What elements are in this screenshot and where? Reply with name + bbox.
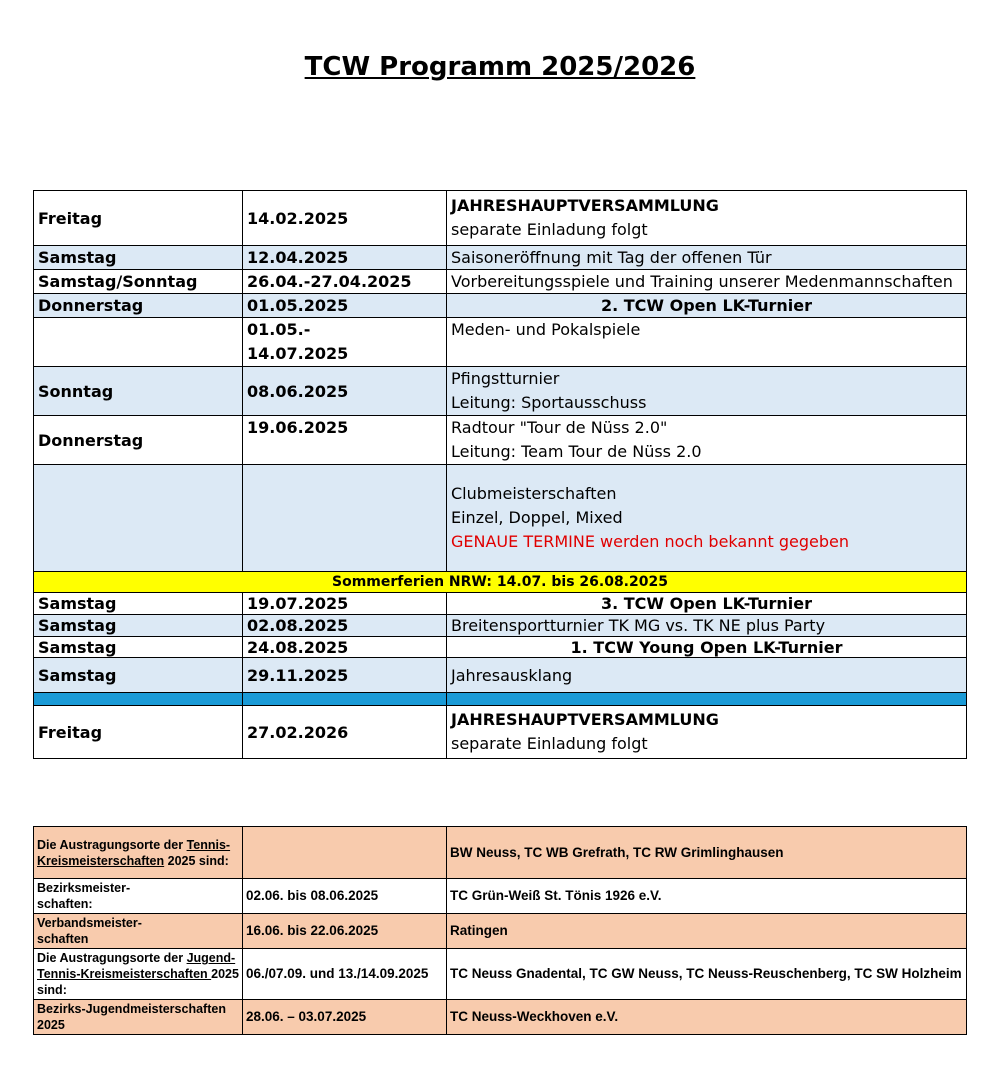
event-line: separate Einladung folgt xyxy=(451,734,648,753)
table-row xyxy=(34,246,967,270)
date-cell: 01.05.2025 xyxy=(243,294,447,318)
event-line: Leitung: Team Tour de Nüss 2.0 xyxy=(451,442,702,461)
label-link-text: Tennis-Kreismeisterschaften xyxy=(37,837,231,868)
day-cell: Freitag xyxy=(34,191,243,246)
date-cell: 19.06.2025 xyxy=(243,416,447,465)
event-cell xyxy=(447,367,967,416)
event-line: Radtour "Tour de Nüss 2.0" xyxy=(451,418,668,437)
day-cell: Sonntag xyxy=(34,367,243,416)
table-row xyxy=(34,706,967,759)
event-cell: 2. TCW Open LK-Turnier xyxy=(447,294,967,318)
label-cell xyxy=(34,1000,243,1035)
date-cell: 28.06. – 03.07.2025 xyxy=(243,1000,447,1035)
schedule-table xyxy=(33,190,967,759)
date-cell: 19.07.2025 xyxy=(243,593,447,615)
event-line: Clubmeisterschaften xyxy=(451,484,617,503)
table-row xyxy=(34,949,967,1000)
date-line: 01.05.- xyxy=(247,320,311,339)
day-cell: Samstag xyxy=(34,593,243,615)
day-cell xyxy=(34,318,243,367)
event-cell: Meden- und Pokalspiele xyxy=(447,318,967,367)
day-cell: Samstag/Sonntag xyxy=(34,270,243,294)
event-cell: Saisoneröffnung mit Tag der offenen Tür xyxy=(447,246,967,270)
date-cell: 27.02.2026 xyxy=(243,706,447,759)
place-cell: TC Neuss-Weckhoven e.V. xyxy=(447,1000,967,1035)
date-cell: 06./07.09. und 13./14.09.2025 xyxy=(243,949,447,1000)
label-cell xyxy=(34,914,243,949)
event-cell: 1. TCW Young Open LK-Turnier xyxy=(447,637,967,658)
date-cell: 02.08.2025 xyxy=(243,615,447,637)
place-cell: TC Grün-Weiß St. Tönis 1926 e.V. xyxy=(447,879,967,914)
date-line: 14.07.2025 xyxy=(247,344,349,363)
date-cell xyxy=(243,318,447,367)
date-cell: 02.06. bis 08.06.2025 xyxy=(243,879,447,914)
label-cell xyxy=(34,879,243,914)
event-cell: 3. TCW Open LK-Turnier xyxy=(447,593,967,615)
label-text: 2025 sind: xyxy=(37,967,239,997)
table-row xyxy=(34,416,967,465)
label-text: Die Austragungsorte der xyxy=(37,951,187,965)
table-row xyxy=(34,318,967,367)
event-cell xyxy=(447,706,967,759)
label-cell xyxy=(34,827,243,879)
label-line: Bezirksmeister- xyxy=(37,881,131,895)
table-row xyxy=(34,827,967,879)
date-cell: 24.08.2025 xyxy=(243,637,447,658)
label-link-text: Jugend-Tennis-Kreismeisterschaften xyxy=(37,951,236,981)
table-row xyxy=(34,270,967,294)
event-line: Einzel, Doppel, Mixed xyxy=(451,508,623,527)
event-cell xyxy=(447,191,967,246)
event-cell: Vorbereitungsspiele und Training unserer Medenmannschaften xyxy=(447,270,967,294)
table-row xyxy=(34,1000,967,1035)
date-cell: 16.06. bis 22.06.2025 xyxy=(243,914,447,949)
label-text: 2025 sind: xyxy=(164,853,229,868)
event-line: Pfingstturnier xyxy=(451,369,560,388)
event-cell xyxy=(447,465,967,572)
divider-cell xyxy=(34,693,243,706)
place-cell: TC Neuss Gnadental, TC GW Neuss, TC Neuss-Reuschenberg, TC SW Holzheim xyxy=(447,949,967,1000)
day-cell: Samstag xyxy=(34,246,243,270)
event-line: separate Einladung folgt xyxy=(451,220,648,239)
day-cell xyxy=(34,465,243,572)
event-line: GENAUE TERMINE werden noch bekannt gegeben xyxy=(451,532,849,551)
day-cell: Samstag xyxy=(34,615,243,637)
event-cell: Breitensportturnier TK MG vs. TK NE plus Party xyxy=(447,615,967,637)
date-cell: 26.04.-27.04.2025 xyxy=(243,270,447,294)
event-line: JAHRESHAUPTVERSAMMLUNG xyxy=(451,710,719,729)
day-cell: Samstag xyxy=(34,637,243,658)
label-line: schaften xyxy=(37,932,89,946)
event-cell: Jahresausklang xyxy=(447,658,967,693)
event-cell xyxy=(447,416,967,465)
day-cell: Samstag xyxy=(34,658,243,693)
label-line: schaften: xyxy=(37,897,93,911)
label-line: Verbandsmeister- xyxy=(37,916,142,930)
table-row xyxy=(34,658,967,693)
date-cell: 08.06.2025 xyxy=(243,367,447,416)
label-cell xyxy=(34,949,243,1000)
place-cell: Ratingen xyxy=(447,914,967,949)
place-cell: BW Neuss, TC WB Grefrath, TC RW Grimlinghausen xyxy=(447,827,967,879)
table-row xyxy=(34,615,967,637)
venues-table xyxy=(33,826,967,1035)
date-cell: 29.11.2025 xyxy=(243,658,447,693)
day-cell: Donnerstag xyxy=(34,416,243,465)
date-cell: 12.04.2025 xyxy=(243,246,447,270)
divider-row xyxy=(34,693,967,706)
label-line: Bezirks-Jugendmeisterschaften xyxy=(37,1002,226,1016)
event-line: Leitung: Sportausschuss xyxy=(451,393,647,412)
table-row xyxy=(34,879,967,914)
page-title: TCW Programm 2025/2026 xyxy=(304,52,696,82)
table-row xyxy=(34,367,967,416)
table-row xyxy=(34,914,967,949)
holiday-banner: Sommerferien NRW: 14.07. bis 26.08.2025 xyxy=(34,572,967,593)
date-cell: 14.02.2025 xyxy=(243,191,447,246)
day-cell: Freitag xyxy=(34,706,243,759)
divider-cell xyxy=(447,693,967,706)
divider-cell xyxy=(243,693,447,706)
label-text: Die Austragungsorte der xyxy=(37,837,187,852)
event-line: JAHRESHAUPTVERSAMMLUNG xyxy=(451,196,719,215)
date-cell xyxy=(243,465,447,572)
table-row xyxy=(34,294,967,318)
day-cell: Donnerstag xyxy=(34,294,243,318)
table-row xyxy=(34,637,967,658)
label-line: 2025 xyxy=(37,1018,65,1032)
date-cell xyxy=(243,827,447,879)
holiday-row xyxy=(34,572,967,593)
table-row xyxy=(34,593,967,615)
table-row xyxy=(34,465,967,572)
table-row xyxy=(34,191,967,246)
